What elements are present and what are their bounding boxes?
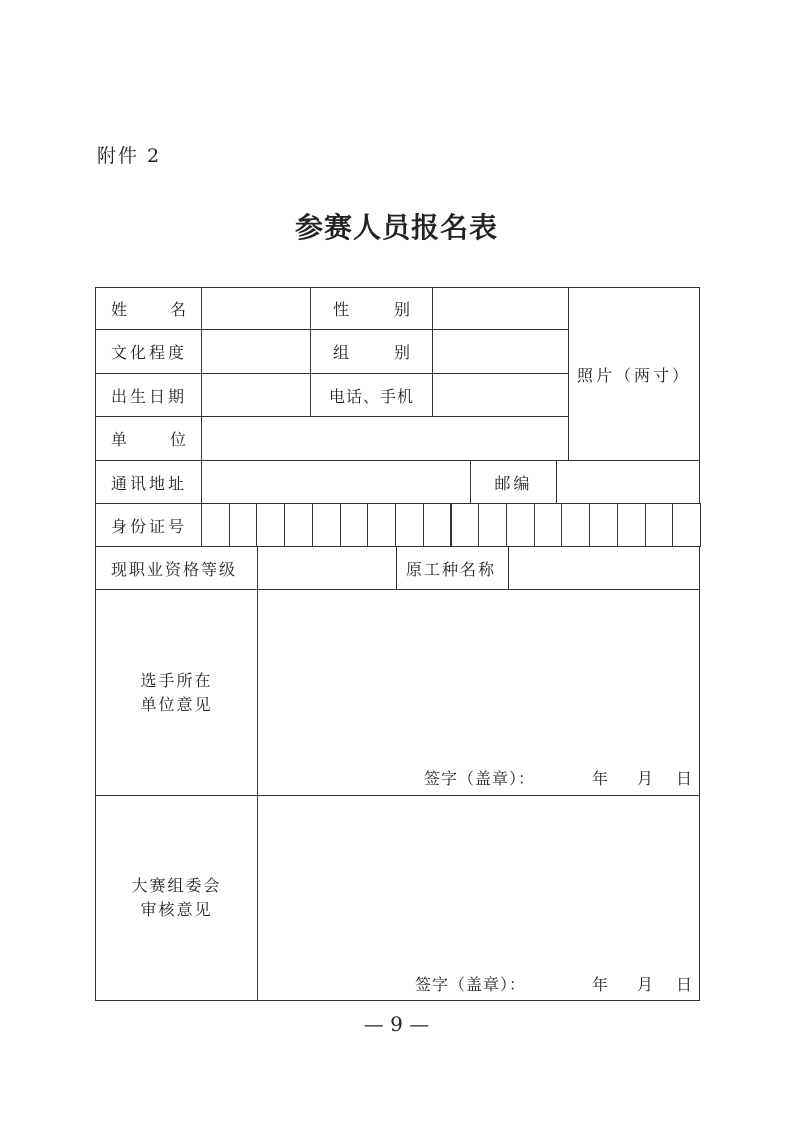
label-group-part2: 别 bbox=[393, 343, 410, 362]
label-name bbox=[95, 287, 202, 330]
label-unit bbox=[95, 416, 202, 461]
label-address: 通讯地址 bbox=[95, 460, 202, 504]
id-number-box[interactable] bbox=[645, 503, 674, 547]
label-education: 文化程度 bbox=[95, 329, 202, 374]
committee-signature-label: 签字（盖章）： bbox=[415, 975, 527, 994]
id-number-box[interactable] bbox=[478, 503, 507, 547]
input-education[interactable] bbox=[201, 329, 311, 374]
committee-opinion-line1: 大赛组委会 bbox=[131, 876, 222, 895]
label-name-part1: 姓 bbox=[111, 300, 128, 319]
label-group bbox=[310, 329, 433, 374]
label-birth-date: 出生日期 bbox=[95, 373, 202, 417]
input-postcode[interactable] bbox=[556, 460, 700, 504]
input-current-qualification[interactable] bbox=[257, 546, 397, 590]
id-number-box[interactable] bbox=[672, 503, 701, 547]
label-gender-part1: 性 bbox=[333, 300, 350, 319]
input-committee-opinion[interactable] bbox=[257, 795, 700, 1001]
id-number-box[interactable] bbox=[589, 503, 618, 547]
label-gender-part2: 别 bbox=[393, 300, 410, 319]
input-group[interactable] bbox=[432, 329, 569, 374]
label-unit-part2: 位 bbox=[169, 430, 186, 449]
label-postcode: 邮编 bbox=[470, 460, 557, 504]
input-gender[interactable] bbox=[432, 287, 569, 330]
label-current-qualification: 现职业资格等级 bbox=[95, 546, 258, 590]
id-number-box[interactable] bbox=[284, 503, 313, 547]
id-number-box[interactable] bbox=[534, 503, 563, 547]
label-unit-opinion bbox=[95, 589, 258, 796]
input-original-trade[interactable] bbox=[508, 546, 700, 590]
id-number-box[interactable] bbox=[256, 503, 285, 547]
id-number-box[interactable] bbox=[312, 503, 341, 547]
label-committee-opinion bbox=[95, 795, 258, 1001]
label-group-part1: 组 bbox=[333, 343, 350, 362]
input-birth-date[interactable] bbox=[201, 373, 311, 417]
committee-signature-month: 月 bbox=[637, 975, 655, 994]
input-name[interactable] bbox=[201, 287, 311, 330]
committee-signature-year: 年 bbox=[592, 975, 610, 994]
unit-opinion-line1: 选手所在 bbox=[140, 670, 213, 690]
label-unit-part1: 单 bbox=[111, 430, 128, 449]
label-phone: 电话、手机 bbox=[310, 373, 433, 417]
id-number-box[interactable] bbox=[561, 503, 590, 547]
id-number-box[interactable] bbox=[201, 503, 230, 547]
unit-signature-year: 年 bbox=[592, 769, 610, 788]
input-address[interactable] bbox=[201, 460, 471, 504]
committee-opinion-line2: 审核意见 bbox=[140, 900, 213, 919]
photo-box[interactable] bbox=[568, 287, 700, 461]
id-number-box[interactable] bbox=[340, 503, 369, 547]
form-title: 参赛人员报名表 bbox=[294, 211, 498, 244]
id-number-box[interactable] bbox=[395, 503, 424, 547]
committee-signature-day: 日 bbox=[676, 975, 694, 994]
label-gender bbox=[310, 287, 433, 330]
label-name-part2: 名 bbox=[169, 300, 186, 319]
id-number-box[interactable] bbox=[229, 503, 258, 547]
attachment-label: 附件 2 bbox=[97, 145, 162, 167]
input-phone[interactable] bbox=[432, 373, 569, 417]
id-number-box[interactable] bbox=[451, 503, 480, 547]
input-unit[interactable] bbox=[201, 416, 569, 461]
label-original-trade: 原工种名称 bbox=[396, 546, 509, 590]
id-number-box[interactable] bbox=[617, 503, 646, 547]
unit-opinion-line2: 单位意见 bbox=[140, 694, 213, 714]
label-photo: 照片（两寸） bbox=[576, 365, 691, 385]
input-unit-opinion[interactable] bbox=[257, 589, 700, 796]
id-number-box[interactable] bbox=[506, 503, 535, 547]
id-number-box[interactable] bbox=[367, 503, 396, 547]
label-id-number: 身份证号 bbox=[95, 503, 202, 547]
unit-signature-month: 月 bbox=[637, 769, 655, 788]
id-number-box[interactable] bbox=[423, 503, 452, 547]
unit-signature-label: 签字（盖章）： bbox=[424, 769, 536, 788]
page-number: — 9 — bbox=[363, 1012, 430, 1036]
unit-signature-day: 日 bbox=[676, 769, 694, 788]
